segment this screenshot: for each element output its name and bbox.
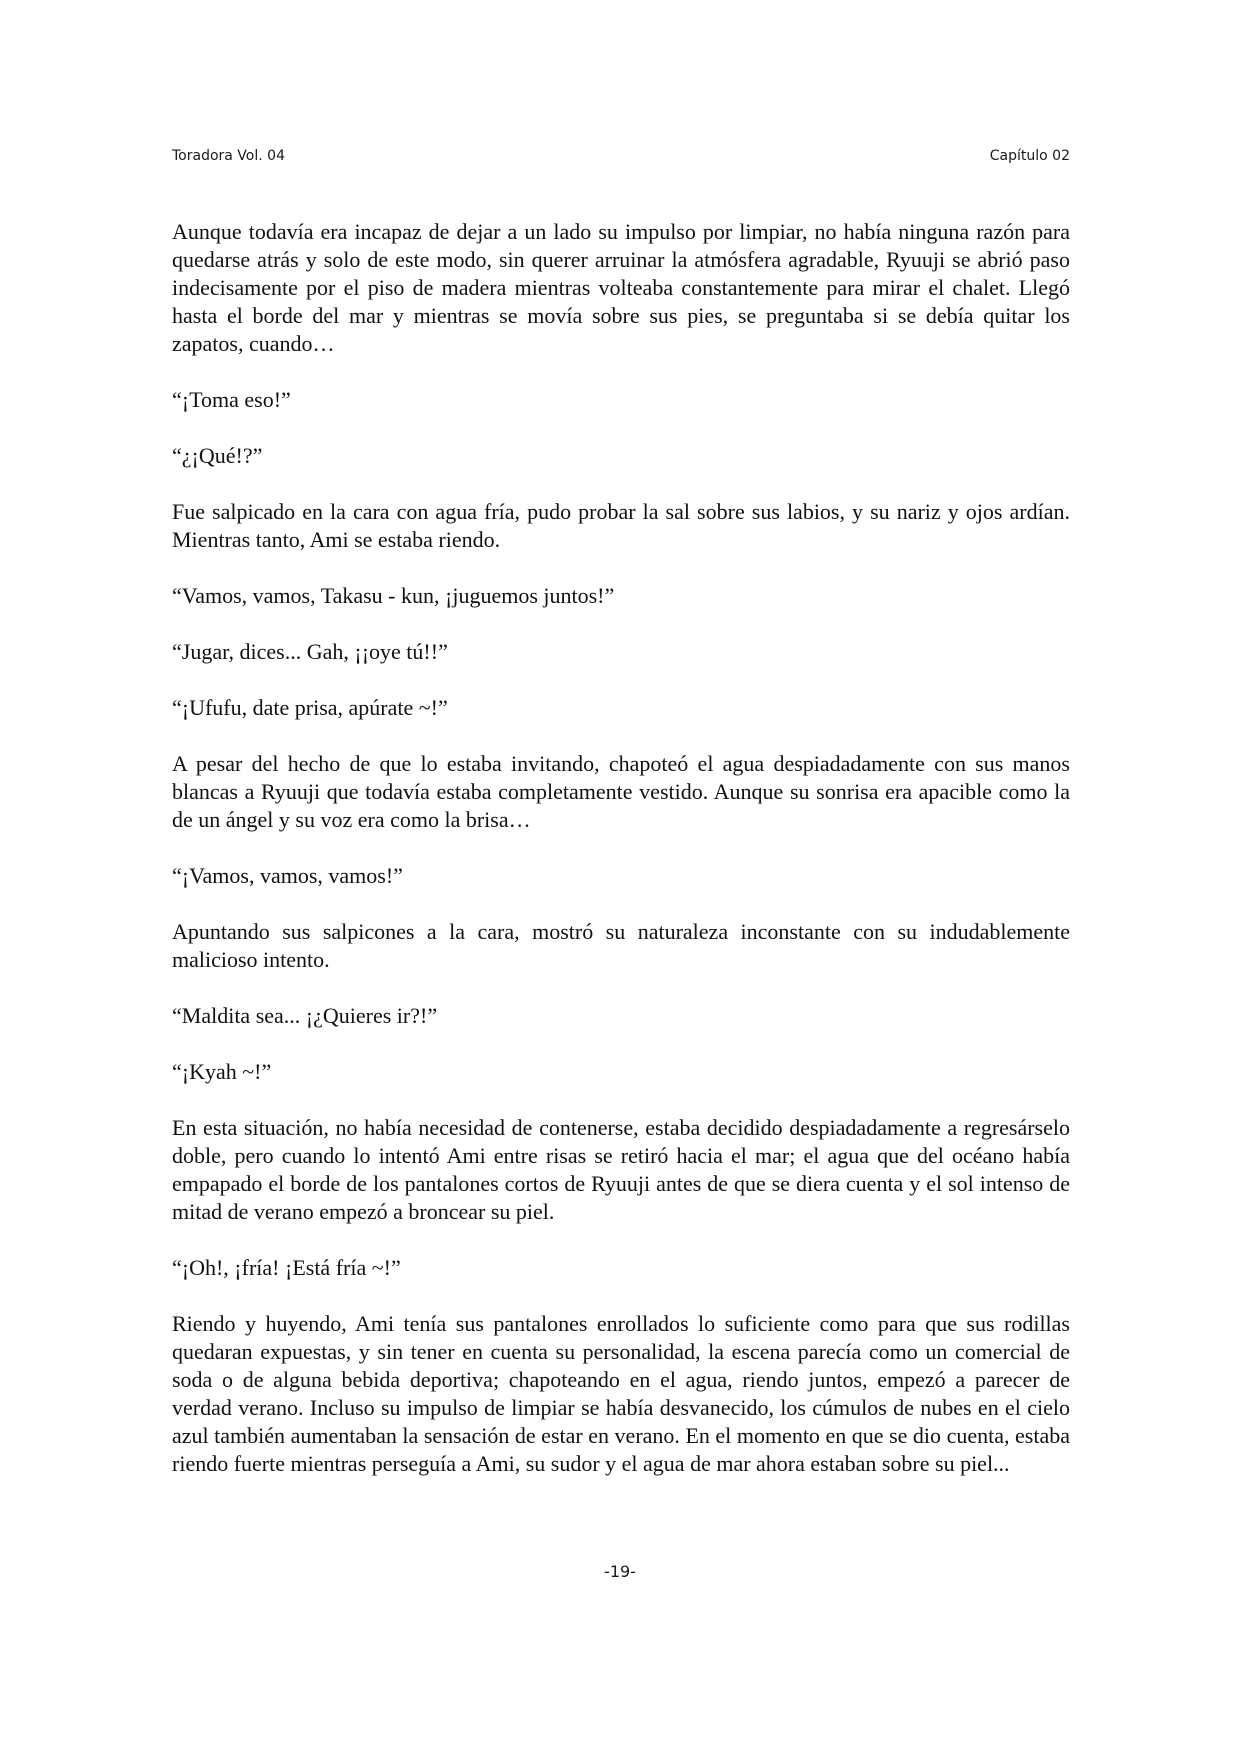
dialogue-line: “¡Kyah ~!”: [172, 1059, 272, 1084]
paragraph: Apuntando sus salpicones a la cara, mostró su naturaleza inconstante con su indudablemente malicioso intento.: [172, 919, 1070, 972]
dialogue-line: “Jugar, dices... Gah, ¡¡oye tú!!”: [172, 639, 448, 664]
dialogue-line: “¡Ufufu, date prisa, apúrate ~!”: [172, 695, 448, 720]
page-number: -19-: [604, 1562, 636, 1581]
paragraph: Aunque todavía era incapaz de dejar a un lado su impulso por limpiar, no había ninguna razón para quedarse atrás y solo de este modo, sin querer arruinar la atmósfera agradable, Ryuuji se abrió paso indecisamente por el piso de madera mientras volteaba constantemente para mirar el chalet. Llegó hasta el borde del mar y mientras se movía sobre sus pies, se preguntaba si se debía quitar los zapatos, cuando…: [172, 219, 1070, 356]
dialogue-line: “¿¡Qué!?”: [172, 443, 263, 468]
body-text: [172, 218, 1070, 1506]
paragraph: En esta situación, no había necesidad de contenerse, estaba decidido despiadadamente a regresárselo doble, pero cuando lo intentó Ami entre risas se retiró hacia el mar; el agua que del océano había empapado el borde de los pantalones cortos de Ryuuji antes de que se diera cuenta y el sol intenso de mitad de verano empezó a broncear su piel.: [172, 1115, 1070, 1224]
dialogue-line: “¡Toma eso!”: [172, 387, 291, 412]
dialogue-line: “Maldita sea... ¡¿Quieres ir?!”: [172, 1003, 438, 1028]
header-chapter: Capítulo 02: [989, 148, 1070, 164]
paragraph: A pesar del hecho de que lo estaba invitando, chapoteó el agua despiadadamente con sus manos blancas a Ryuuji que todavía estaba completamente vestido. Aunque su sonrisa era apacible como la de un ángel y su voz era como la brisa…: [172, 751, 1070, 832]
paragraph: Riendo y huyendo, Ami tenía sus pantalones enrollados lo suficiente como para que sus rodillas quedaran expuestas, y sin tener en cuenta su personalidad, la escena parecía como un comercial de soda o de alguna bebida deportiva; chapoteando en el agua, riendo juntos, empezó a parecer de verdad verano. Incluso su impulso de limpiar se había desvanecido, los cúmulos de nubes en el cielo azul también aumentaban la sensación de estar en verano. En el momento en que se dio cuenta, estaba riendo fuerte mientras perseguía a Ami, su sudor y el agua de mar ahora estaban sobre su piel...: [172, 1311, 1070, 1476]
dialogue-line: “¡Oh!, ¡fría! ¡Está fría ~!”: [172, 1255, 401, 1280]
header-book-title: Toradora Vol. 04: [172, 148, 285, 164]
dialogue-line: “¡Vamos, vamos, vamos!”: [172, 863, 403, 888]
page-header: [172, 148, 1070, 170]
paragraph: Fue salpicado en la cara con agua fría, pudo probar la sal sobre sus labios, y su nariz y ojos ardían. Mientras tanto, Ami se estaba riendo.: [172, 499, 1070, 552]
dialogue-line: “Vamos, vamos, Takasu - kun, ¡juguemos juntos!”: [172, 583, 615, 608]
